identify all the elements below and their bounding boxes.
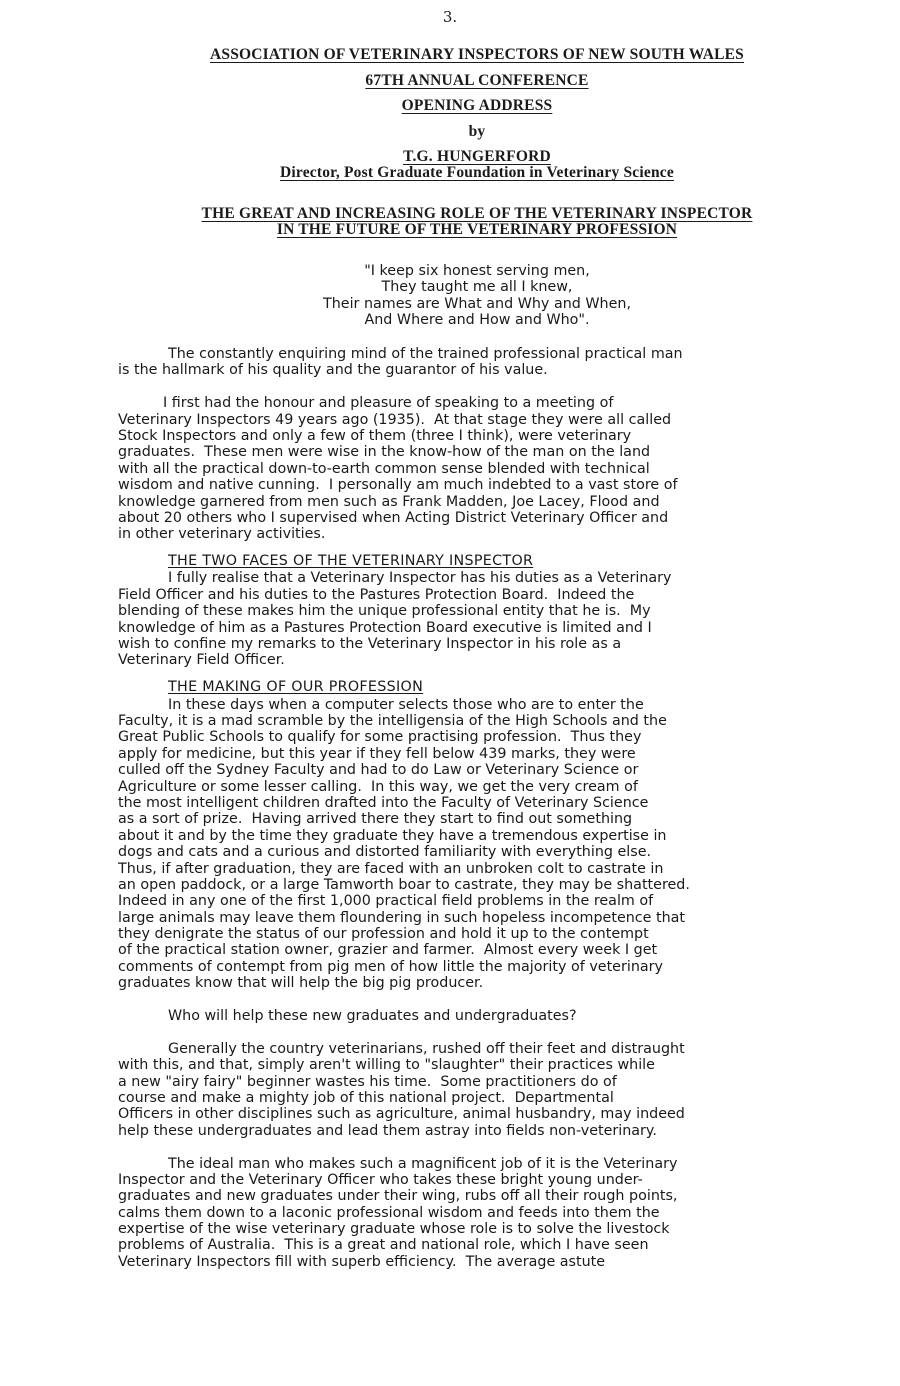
text-line: about it and by the time they graduate they have a tremendous expertise in xyxy=(118,827,667,844)
text-line: blending of these makes him the unique professional entity that he is. My xyxy=(118,603,651,620)
text-line: Generally the country veterinarians, rushed off their feet and distraught xyxy=(168,1040,685,1057)
text-line: of the practical station owner, grazier and farmer. Almost every week I get xyxy=(118,942,658,959)
text-line: about 20 others who I supervised when Acting District Veterinary Officer and xyxy=(118,509,669,526)
text-line: wish to confine my remarks to the Veterinary Inspector in his role as a xyxy=(118,636,622,653)
text-line: Veterinary Inspectors fill with superb efficiency. The average astute xyxy=(118,1253,606,1270)
text-line: The constantly enquiring mind of the trained professional practical man xyxy=(168,346,683,362)
organization-heading: ASSOCIATION OF VETERINARY INSPECTORS OF NEW SOUTH WALES xyxy=(210,46,744,63)
text-line: culled off the Sydney Faculty and had to do Law or Veterinary Science or xyxy=(118,762,639,779)
text-line: The ideal man who makes such a magnificent job of it is the Veterinary xyxy=(168,1155,678,1172)
section-making-profession xyxy=(118,679,858,991)
intro-paragraph xyxy=(118,346,858,379)
text-line: large animals may leave them floundering in such hopeless incompetence that xyxy=(118,909,686,926)
text-line: dogs and cats and a curious and distorted familiarity with everything else. xyxy=(118,844,652,861)
poem-line: They taught me all I knew, xyxy=(381,279,573,296)
text-line: graduates know that will help the big pig producer. xyxy=(118,975,484,992)
conference-heading: 67TH ANNUAL CONFERENCE xyxy=(365,72,589,89)
text-line: Agriculture or some lesser calling. In this way, we get the very cream of xyxy=(118,778,638,795)
text-line: knowledge garnered from men such as Frank Madden, Joe Lacey, Flood and xyxy=(118,493,660,510)
text-line: Officers in other disciplines such as agriculture, animal husbandry, may indeed xyxy=(118,1106,685,1123)
text-line: Inspector and the Veterinary Officer who takes these bright young under- xyxy=(118,1171,643,1188)
text-line: an open paddock, or a large Tamworth boar to castrate, they may be shattered. xyxy=(118,876,690,893)
generally-paragraph xyxy=(118,1041,858,1139)
text-line: a new "airy fairy" beginner wastes his time. Some practitioners do of xyxy=(118,1073,617,1090)
text-line: Veterinary Field Officer. xyxy=(118,652,285,669)
two-faces-paragraph xyxy=(118,570,858,668)
text-line: Stock Inspectors and only a few of them (three I think), were veterinary xyxy=(118,427,632,444)
text-line: apply for medicine, but this year if they fell below 439 marks, they were xyxy=(118,745,636,762)
text-line: calms them down to a laconic professional wisdom and feeds into them the xyxy=(118,1204,660,1221)
text-line: expertise of the wise veterinary graduate whose role is to solve the livestock xyxy=(118,1221,670,1238)
author-name: T.G. HUNGERFORD xyxy=(403,148,551,165)
history-paragraph xyxy=(118,395,858,543)
text-line: as a sort of prize. Having arrived there they start to find out something xyxy=(118,811,633,828)
text-line: with all the practical down-to-earth common sense blended with technical xyxy=(118,460,650,477)
poem-line: "I keep six honest serving men, xyxy=(364,263,590,279)
text-line: they denigrate the status of our profession and hold it up to the contempt xyxy=(118,926,649,943)
text-line: in other veterinary activities. xyxy=(118,526,326,543)
text-line: comments of contempt from pig men of how little the majority of veterinary xyxy=(118,958,663,975)
text-line: course and make a mighty job of this national project. Departmental xyxy=(118,1089,614,1106)
text-line: I fully realise that a Veterinary Inspector has his duties as a Veterinary xyxy=(168,570,672,587)
section-heading: THE TWO FACES OF THE VETERINARY INSPECTOR xyxy=(168,553,534,570)
text-line: knowledge of him as a Pastures Protection Board executive is limited and I xyxy=(118,619,652,636)
making-profession-paragraph xyxy=(118,697,858,992)
text-line: Thus, if after graduation, they are faced with an unbroken colt to castrate in xyxy=(118,860,664,877)
text-line: is the hallmark of his quality and the guarantor of his value. xyxy=(118,362,548,379)
section-heading: THE MAKING OF OUR PROFESSION xyxy=(168,679,424,696)
title-line-1: THE GREAT AND INCREASING ROLE OF THE VETERINARY INSPECTOR xyxy=(201,205,753,222)
text-line: I first had the honour and pleasure of speaking to a meeting of xyxy=(163,395,614,412)
poem-line: And Where and How and Who". xyxy=(364,312,590,329)
text-line: In these days when a computer selects those who are to enter the xyxy=(168,696,644,713)
text-line: wisdom and native cunning. I personally am much indebted to a vast store of xyxy=(118,477,678,494)
text-line: Great Public Schools to qualify for some practising profession. Thus they xyxy=(118,729,642,746)
text-line: with this, and that, simply aren't willing to "slaughter" their practices while xyxy=(118,1057,655,1074)
text-line: Faculty, it is a mad scramble by the intelligensia of the High Schools and the xyxy=(118,712,667,729)
ideal-man-paragraph xyxy=(118,1156,858,1271)
text-line: Who will help these new graduates and undergraduates? xyxy=(168,1008,577,1025)
question-paragraph xyxy=(118,1008,858,1024)
by-line: by xyxy=(468,123,486,140)
text-line: Field Officer and his duties to the Pastures Protection Board. Indeed the xyxy=(118,586,635,603)
epigraph-poem xyxy=(0,263,900,329)
text-line: help these undergraduates and lead them astray into fields non-veterinary. xyxy=(118,1122,657,1139)
text-line: the most intelligent children drafted into the Faculty of Veterinary Science xyxy=(118,794,649,811)
text-line: Indeed in any one of the first 1,000 practical field problems in the realm of xyxy=(118,893,654,910)
page-number: 3. xyxy=(442,8,458,26)
text-line: graduates and new graduates under their wing, rubs off all their rough points, xyxy=(118,1188,678,1205)
text-line: problems of Australia. This is a great and national role, which I have seen xyxy=(118,1237,649,1254)
title-line-2: IN THE FUTURE OF THE VETERINARY PROFESSION xyxy=(276,221,678,238)
author-title: Director, Post Graduate Foundation in Veterinary Science xyxy=(280,164,674,181)
text-line: Veterinary Inspectors 49 years ago (1935). At that stage they were all called xyxy=(118,411,672,428)
poem-line: Their names are What and Why and When, xyxy=(323,295,631,312)
text-line: graduates. These men were wise in the know-how of the man on the land xyxy=(118,444,651,461)
address-heading: OPENING ADDRESS xyxy=(401,97,553,114)
section-two-faces xyxy=(118,553,858,669)
body-text xyxy=(118,346,858,1287)
